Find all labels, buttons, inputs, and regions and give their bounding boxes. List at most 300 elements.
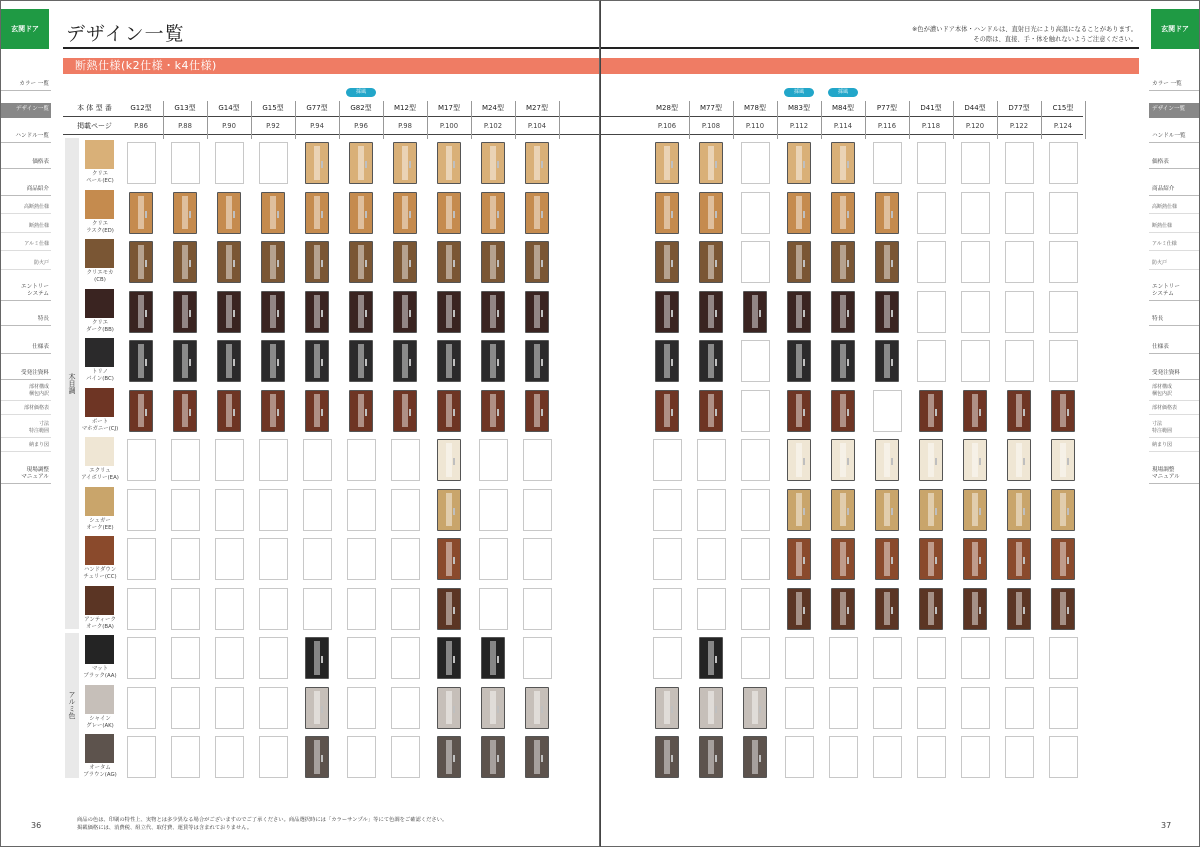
empty-cell [1049, 291, 1078, 333]
empty-cell [347, 489, 376, 531]
door-thumbnail[interactable] [305, 142, 329, 184]
door-thumbnail[interactable] [831, 439, 855, 481]
glass-panel [928, 542, 934, 576]
handle-icon [541, 161, 543, 168]
handle-icon [759, 755, 761, 762]
door-thumbnail[interactable] [261, 390, 285, 432]
door-thumbnail[interactable] [1007, 390, 1031, 432]
sidebar-item[interactable]: 現場調整 マニュアル [1, 467, 51, 484]
glass-panel [534, 146, 540, 180]
door-thumbnail[interactable] [129, 340, 153, 382]
sidebar-item[interactable]: アルミ仕様 [1, 241, 51, 251]
sidebar-item[interactable]: エントリー システム [1, 284, 51, 301]
door-thumbnail[interactable] [393, 241, 417, 283]
door-thumbnail[interactable] [525, 687, 549, 729]
door-thumbnail[interactable] [655, 192, 679, 234]
page-ref: P.94 [310, 122, 324, 130]
handle-icon [803, 607, 805, 614]
sidebar-item[interactable]: 断熱仕様 [1, 223, 51, 233]
empty-cell [917, 142, 946, 184]
glass-panel [534, 295, 540, 329]
door-thumbnail[interactable] [305, 192, 329, 234]
handle-icon [365, 310, 367, 317]
door-thumbnail[interactable] [1051, 489, 1075, 531]
empty-cell [873, 637, 902, 679]
door-thumbnail[interactable] [437, 291, 461, 333]
empty-cell [697, 489, 726, 531]
door-thumbnail[interactable] [305, 637, 329, 679]
door-thumbnail[interactable] [437, 736, 461, 778]
door-thumbnail[interactable] [525, 736, 549, 778]
glass-panel [314, 344, 320, 378]
door-thumbnail[interactable] [173, 291, 197, 333]
door-thumbnail[interactable] [349, 291, 373, 333]
model-name: M78型 [744, 104, 766, 112]
handle-icon [145, 310, 147, 317]
empty-cell [523, 588, 552, 630]
door-thumbnail[interactable] [787, 291, 811, 333]
sidebar-item[interactable]: デザイン一覧 [1149, 103, 1199, 118]
door-thumbnail[interactable] [525, 291, 549, 333]
handle-icon [847, 359, 849, 366]
handle-icon [803, 359, 805, 366]
glass-panel [270, 344, 276, 378]
empty-cell [303, 588, 332, 630]
door-thumbnail[interactable] [173, 192, 197, 234]
color-name: クリエ ダーク(BB) [86, 319, 114, 333]
door-thumbnail[interactable] [393, 390, 417, 432]
model-name: M28型 [656, 104, 678, 112]
sidebar-item[interactable]: 寸法 特注範囲 [1, 421, 51, 438]
empty-cell [917, 192, 946, 234]
door-thumbnail[interactable] [481, 687, 505, 729]
glass-panel [358, 394, 364, 428]
door-thumbnail[interactable] [481, 736, 505, 778]
door-thumbnail[interactable] [349, 142, 373, 184]
model-name: D77型 [1008, 104, 1030, 112]
door-thumbnail[interactable] [217, 291, 241, 333]
handle-icon [715, 656, 717, 663]
sidebar-item[interactable]: 価格表 [1, 159, 51, 169]
glass-panel [182, 295, 188, 329]
footnote-line: 掲載価格には、消費税、組立代、取付費、運賃等は含まれておりません。 [77, 825, 253, 831]
handle-icon [453, 310, 455, 317]
empty-cell [785, 736, 814, 778]
door-thumbnail[interactable] [129, 390, 153, 432]
door-thumbnail[interactable] [393, 340, 417, 382]
empty-cell [697, 439, 726, 481]
door-thumbnail[interactable] [393, 192, 417, 234]
door-thumbnail[interactable] [129, 241, 153, 283]
door-thumbnail[interactable] [217, 340, 241, 382]
glass-panel [664, 146, 670, 180]
handle-icon [671, 161, 673, 168]
empty-cell [741, 142, 770, 184]
empty-cell [127, 588, 156, 630]
handle-icon [891, 211, 893, 218]
sidebar-item[interactable]: 寸法 特注範囲 [1149, 421, 1199, 438]
handle-icon [189, 260, 191, 267]
sidebar-item[interactable]: 商品紹介 [1149, 186, 1199, 196]
handle-icon [803, 260, 805, 267]
door-thumbnail[interactable] [831, 538, 855, 580]
door-thumbnail[interactable] [963, 538, 987, 580]
glass-panel [490, 691, 496, 725]
empty-cell [961, 736, 990, 778]
door-thumbnail[interactable] [217, 241, 241, 283]
handle-icon [715, 211, 717, 218]
door-thumbnail[interactable] [393, 142, 417, 184]
handle-icon [541, 211, 543, 218]
door-thumbnail[interactable] [743, 687, 767, 729]
empty-cell [171, 489, 200, 531]
glass-panel [314, 641, 320, 675]
door-thumbnail[interactable] [699, 736, 723, 778]
door-thumbnail[interactable] [875, 192, 899, 234]
glass-panel [884, 493, 890, 527]
door-thumbnail[interactable] [349, 390, 373, 432]
door-thumbnail[interactable] [875, 588, 899, 630]
door-thumbnail[interactable] [875, 489, 899, 531]
empty-cell [917, 241, 946, 283]
door-thumbnail[interactable] [655, 241, 679, 283]
handle-icon [1067, 557, 1069, 564]
door-thumbnail[interactable] [655, 291, 679, 333]
door-thumbnail[interactable] [481, 142, 505, 184]
door-thumbnail[interactable] [437, 538, 461, 580]
empty-cell [347, 736, 376, 778]
color-name: ボート マホガニー(CJ) [81, 418, 119, 432]
door-thumbnail[interactable] [787, 142, 811, 184]
sidebar-item[interactable]: 部材構成 梱包内訳 [1149, 384, 1199, 401]
title-rule [63, 47, 600, 49]
door-thumbnail[interactable] [437, 588, 461, 630]
glass-panel [928, 443, 934, 477]
door-thumbnail[interactable] [1051, 439, 1075, 481]
handle-icon [497, 409, 499, 416]
glass-panel [226, 344, 232, 378]
sidebar-item[interactable]: エントリー システム [1149, 284, 1199, 301]
glass-panel [796, 592, 802, 626]
color-swatch [85, 190, 114, 219]
door-thumbnail[interactable] [919, 538, 943, 580]
door-thumbnail[interactable] [437, 340, 461, 382]
door-thumbnail[interactable] [525, 241, 549, 283]
door-thumbnail[interactable] [525, 192, 549, 234]
sidebar-item[interactable]: 仕様表 [1149, 344, 1199, 354]
door-thumbnail[interactable] [831, 291, 855, 333]
door-thumbnail[interactable] [481, 637, 505, 679]
sidebar-item[interactable]: 防火戸 [1, 260, 51, 270]
door-thumbnail[interactable] [305, 291, 329, 333]
handle-icon [847, 310, 849, 317]
door-thumbnail[interactable] [963, 489, 987, 531]
door-thumbnail[interactable] [655, 340, 679, 382]
empty-cell [259, 538, 288, 580]
sidebar-item[interactable]: 特長 [1, 316, 51, 326]
door-thumbnail[interactable] [481, 192, 505, 234]
handle-icon [847, 557, 849, 564]
glass-panel [708, 394, 714, 428]
handle-icon [497, 260, 499, 267]
handle-icon [891, 508, 893, 515]
door-thumbnail[interactable] [743, 291, 767, 333]
empty-cell [391, 489, 420, 531]
glass-panel [138, 196, 144, 230]
door-thumbnail[interactable] [919, 439, 943, 481]
door-thumbnail[interactable] [963, 439, 987, 481]
door-thumbnail[interactable] [1007, 489, 1031, 531]
glass-panel [446, 394, 452, 428]
door-thumbnail[interactable] [349, 340, 373, 382]
sidebar-item[interactable]: 納まり図 [1, 442, 51, 452]
door-thumbnail[interactable] [173, 390, 197, 432]
door-thumbnail[interactable] [787, 241, 811, 283]
sidebar-item[interactable]: 部材構成 梱包内訳 [1, 384, 51, 401]
glass-panel [358, 344, 364, 378]
door-thumbnail[interactable] [1007, 538, 1031, 580]
sidebar-item[interactable]: 価格表 [1149, 159, 1199, 169]
glass-panel [752, 740, 758, 774]
door-thumbnail[interactable] [963, 390, 987, 432]
glass-panel [796, 443, 802, 477]
glass-panel [708, 146, 714, 180]
empty-cell [215, 637, 244, 679]
door-thumbnail[interactable] [129, 192, 153, 234]
glass-panel [708, 691, 714, 725]
handle-icon [847, 607, 849, 614]
glass-panel [270, 295, 276, 329]
glass-panel [664, 196, 670, 230]
door-thumbnail[interactable] [875, 291, 899, 333]
glass-panel [840, 394, 846, 428]
color-swatch [85, 437, 114, 466]
sidebar-item[interactable]: 断熱仕様 [1149, 223, 1199, 233]
door-thumbnail[interactable] [261, 192, 285, 234]
door-thumbnail[interactable] [261, 291, 285, 333]
empty-cell [479, 538, 508, 580]
door-thumbnail[interactable] [481, 390, 505, 432]
door-thumbnail[interactable] [525, 340, 549, 382]
sidebar-item[interactable]: 高断熱仕様 [1149, 204, 1199, 214]
header-divider [601, 116, 1083, 117]
glass-panel [1060, 542, 1066, 576]
handle-icon [803, 557, 805, 564]
page-ref: P.112 [789, 122, 809, 130]
door-thumbnail[interactable] [699, 637, 723, 679]
door-thumbnail[interactable] [173, 340, 197, 382]
glass-panel [796, 146, 802, 180]
door-thumbnail[interactable] [437, 192, 461, 234]
model-name: M77型 [700, 104, 722, 112]
handle-icon [497, 161, 499, 168]
door-thumbnail[interactable] [1051, 588, 1075, 630]
page-number: 36 [31, 821, 42, 830]
glass-panel [708, 245, 714, 279]
sidebar-item[interactable]: 商品紹介 [1, 186, 51, 196]
sidebar-item[interactable]: 受発注資料 [1, 370, 51, 380]
sidebar-item[interactable]: カラー 一覧 [1149, 81, 1199, 91]
handle-icon [233, 260, 235, 267]
door-thumbnail[interactable] [831, 390, 855, 432]
empty-cell [741, 588, 770, 630]
door-thumbnail[interactable] [349, 192, 373, 234]
door-thumbnail[interactable] [699, 142, 723, 184]
door-thumbnail[interactable] [437, 687, 461, 729]
door-thumbnail[interactable] [787, 340, 811, 382]
door-thumbnail[interactable] [699, 241, 723, 283]
glass-panel [708, 344, 714, 378]
sidebar-item[interactable]: 防火戸 [1149, 260, 1199, 270]
empty-cell [917, 687, 946, 729]
door-thumbnail[interactable] [787, 588, 811, 630]
color-swatch [85, 239, 114, 268]
handle-icon [1023, 458, 1025, 465]
handle-icon [671, 310, 673, 317]
door-thumbnail[interactable] [481, 241, 505, 283]
handle-icon [145, 211, 147, 218]
door-thumbnail[interactable] [699, 340, 723, 382]
saifu-badge: 採風 [784, 88, 814, 97]
sidebar-item[interactable]: 部材価格表 [1, 405, 51, 415]
glass-panel [182, 196, 188, 230]
door-thumbnail[interactable] [787, 538, 811, 580]
section-tag: 玄関ドア [1151, 9, 1199, 49]
glass-panel [534, 691, 540, 725]
handle-icon [935, 607, 937, 614]
door-thumbnail[interactable] [437, 489, 461, 531]
door-thumbnail[interactable] [875, 538, 899, 580]
door-thumbnail[interactable] [655, 390, 679, 432]
handle-icon [321, 656, 323, 663]
door-thumbnail[interactable] [481, 340, 505, 382]
door-thumbnail[interactable] [787, 489, 811, 531]
door-thumbnail[interactable] [919, 489, 943, 531]
door-thumbnail[interactable] [875, 439, 899, 481]
door-thumbnail[interactable] [525, 390, 549, 432]
door-thumbnail[interactable] [699, 390, 723, 432]
door-thumbnail[interactable] [1007, 439, 1031, 481]
glass-panel [708, 196, 714, 230]
door-thumbnail[interactable] [831, 340, 855, 382]
sidebar-item[interactable]: 特長 [1149, 316, 1199, 326]
door-thumbnail[interactable] [173, 241, 197, 283]
sidebar-item[interactable]: デザイン一覧 [1, 103, 51, 118]
door-thumbnail[interactable] [217, 192, 241, 234]
empty-cell [259, 736, 288, 778]
door-thumbnail[interactable] [831, 192, 855, 234]
door-thumbnail[interactable] [787, 192, 811, 234]
door-thumbnail[interactable] [305, 736, 329, 778]
sidebar-item[interactable]: 部材価格表 [1149, 405, 1199, 415]
handle-icon [979, 557, 981, 564]
door-thumbnail[interactable] [437, 390, 461, 432]
door-thumbnail[interactable] [261, 340, 285, 382]
sidebar-item[interactable]: ハンドル一覧 [1149, 133, 1199, 143]
glass-panel [928, 592, 934, 626]
sidebar-item[interactable]: 受発注資料 [1149, 370, 1199, 380]
page-ref: P.86 [134, 122, 148, 130]
door-thumbnail[interactable] [875, 241, 899, 283]
door-thumbnail[interactable] [919, 588, 943, 630]
door-thumbnail[interactable] [305, 340, 329, 382]
sidebar-item[interactable]: 現場調整 マニュアル [1149, 467, 1199, 484]
door-thumbnail[interactable] [1007, 588, 1031, 630]
door-thumbnail[interactable] [305, 241, 329, 283]
door-thumbnail[interactable] [1051, 390, 1075, 432]
door-thumbnail[interactable] [437, 142, 461, 184]
door-thumbnail[interactable] [699, 687, 723, 729]
door-thumbnail[interactable] [481, 291, 505, 333]
door-thumbnail[interactable] [699, 291, 723, 333]
door-thumbnail[interactable] [787, 439, 811, 481]
door-thumbnail[interactable] [831, 489, 855, 531]
right-page [600, 0, 1200, 847]
door-thumbnail[interactable] [699, 192, 723, 234]
handle-icon [935, 508, 937, 515]
empty-cell [829, 637, 858, 679]
empty-cell [917, 340, 946, 382]
door-thumbnail[interactable] [743, 736, 767, 778]
glass-panel [226, 245, 232, 279]
empty-cell [653, 439, 682, 481]
door-thumbnail[interactable] [437, 241, 461, 283]
door-thumbnail[interactable] [875, 340, 899, 382]
door-thumbnail[interactable] [305, 687, 329, 729]
glass-panel [884, 196, 890, 230]
empty-cell [171, 736, 200, 778]
door-thumbnail[interactable] [437, 439, 461, 481]
glass-panel [840, 245, 846, 279]
glass-panel [796, 394, 802, 428]
door-thumbnail[interactable] [525, 142, 549, 184]
door-thumbnail[interactable] [1051, 538, 1075, 580]
glass-panel [182, 394, 188, 428]
door-thumbnail[interactable] [831, 241, 855, 283]
door-thumbnail[interactable] [437, 637, 461, 679]
empty-cell [215, 439, 244, 481]
sidebar-item[interactable]: アルミ仕様 [1149, 241, 1199, 251]
handle-icon [715, 755, 717, 762]
door-thumbnail[interactable] [655, 687, 679, 729]
door-thumbnail[interactable] [305, 390, 329, 432]
sidebar-item[interactable]: ハンドル一覧 [1, 133, 51, 143]
door-thumbnail[interactable] [787, 390, 811, 432]
door-thumbnail[interactable] [831, 588, 855, 630]
empty-cell [479, 439, 508, 481]
door-thumbnail[interactable] [655, 142, 679, 184]
door-thumbnail[interactable] [129, 291, 153, 333]
handle-icon [935, 557, 937, 564]
sidebar-item[interactable]: 仕様表 [1, 344, 51, 354]
door-thumbnail[interactable] [217, 390, 241, 432]
handle-icon [891, 607, 893, 614]
sidebar-item[interactable]: 高断熱仕様 [1, 204, 51, 214]
handle-icon [759, 310, 761, 317]
door-thumbnail[interactable] [963, 588, 987, 630]
handle-icon [409, 161, 411, 168]
column-divider [559, 101, 560, 139]
door-thumbnail[interactable] [831, 142, 855, 184]
door-thumbnail[interactable] [349, 241, 373, 283]
glass-panel [490, 641, 496, 675]
door-thumbnail[interactable] [919, 390, 943, 432]
door-thumbnail[interactable] [393, 291, 417, 333]
sidebar-item[interactable]: カラー 一覧 [1, 81, 51, 91]
door-thumbnail[interactable] [261, 241, 285, 283]
sidebar-item[interactable]: 納まり図 [1149, 442, 1199, 452]
door-thumbnail[interactable] [655, 736, 679, 778]
